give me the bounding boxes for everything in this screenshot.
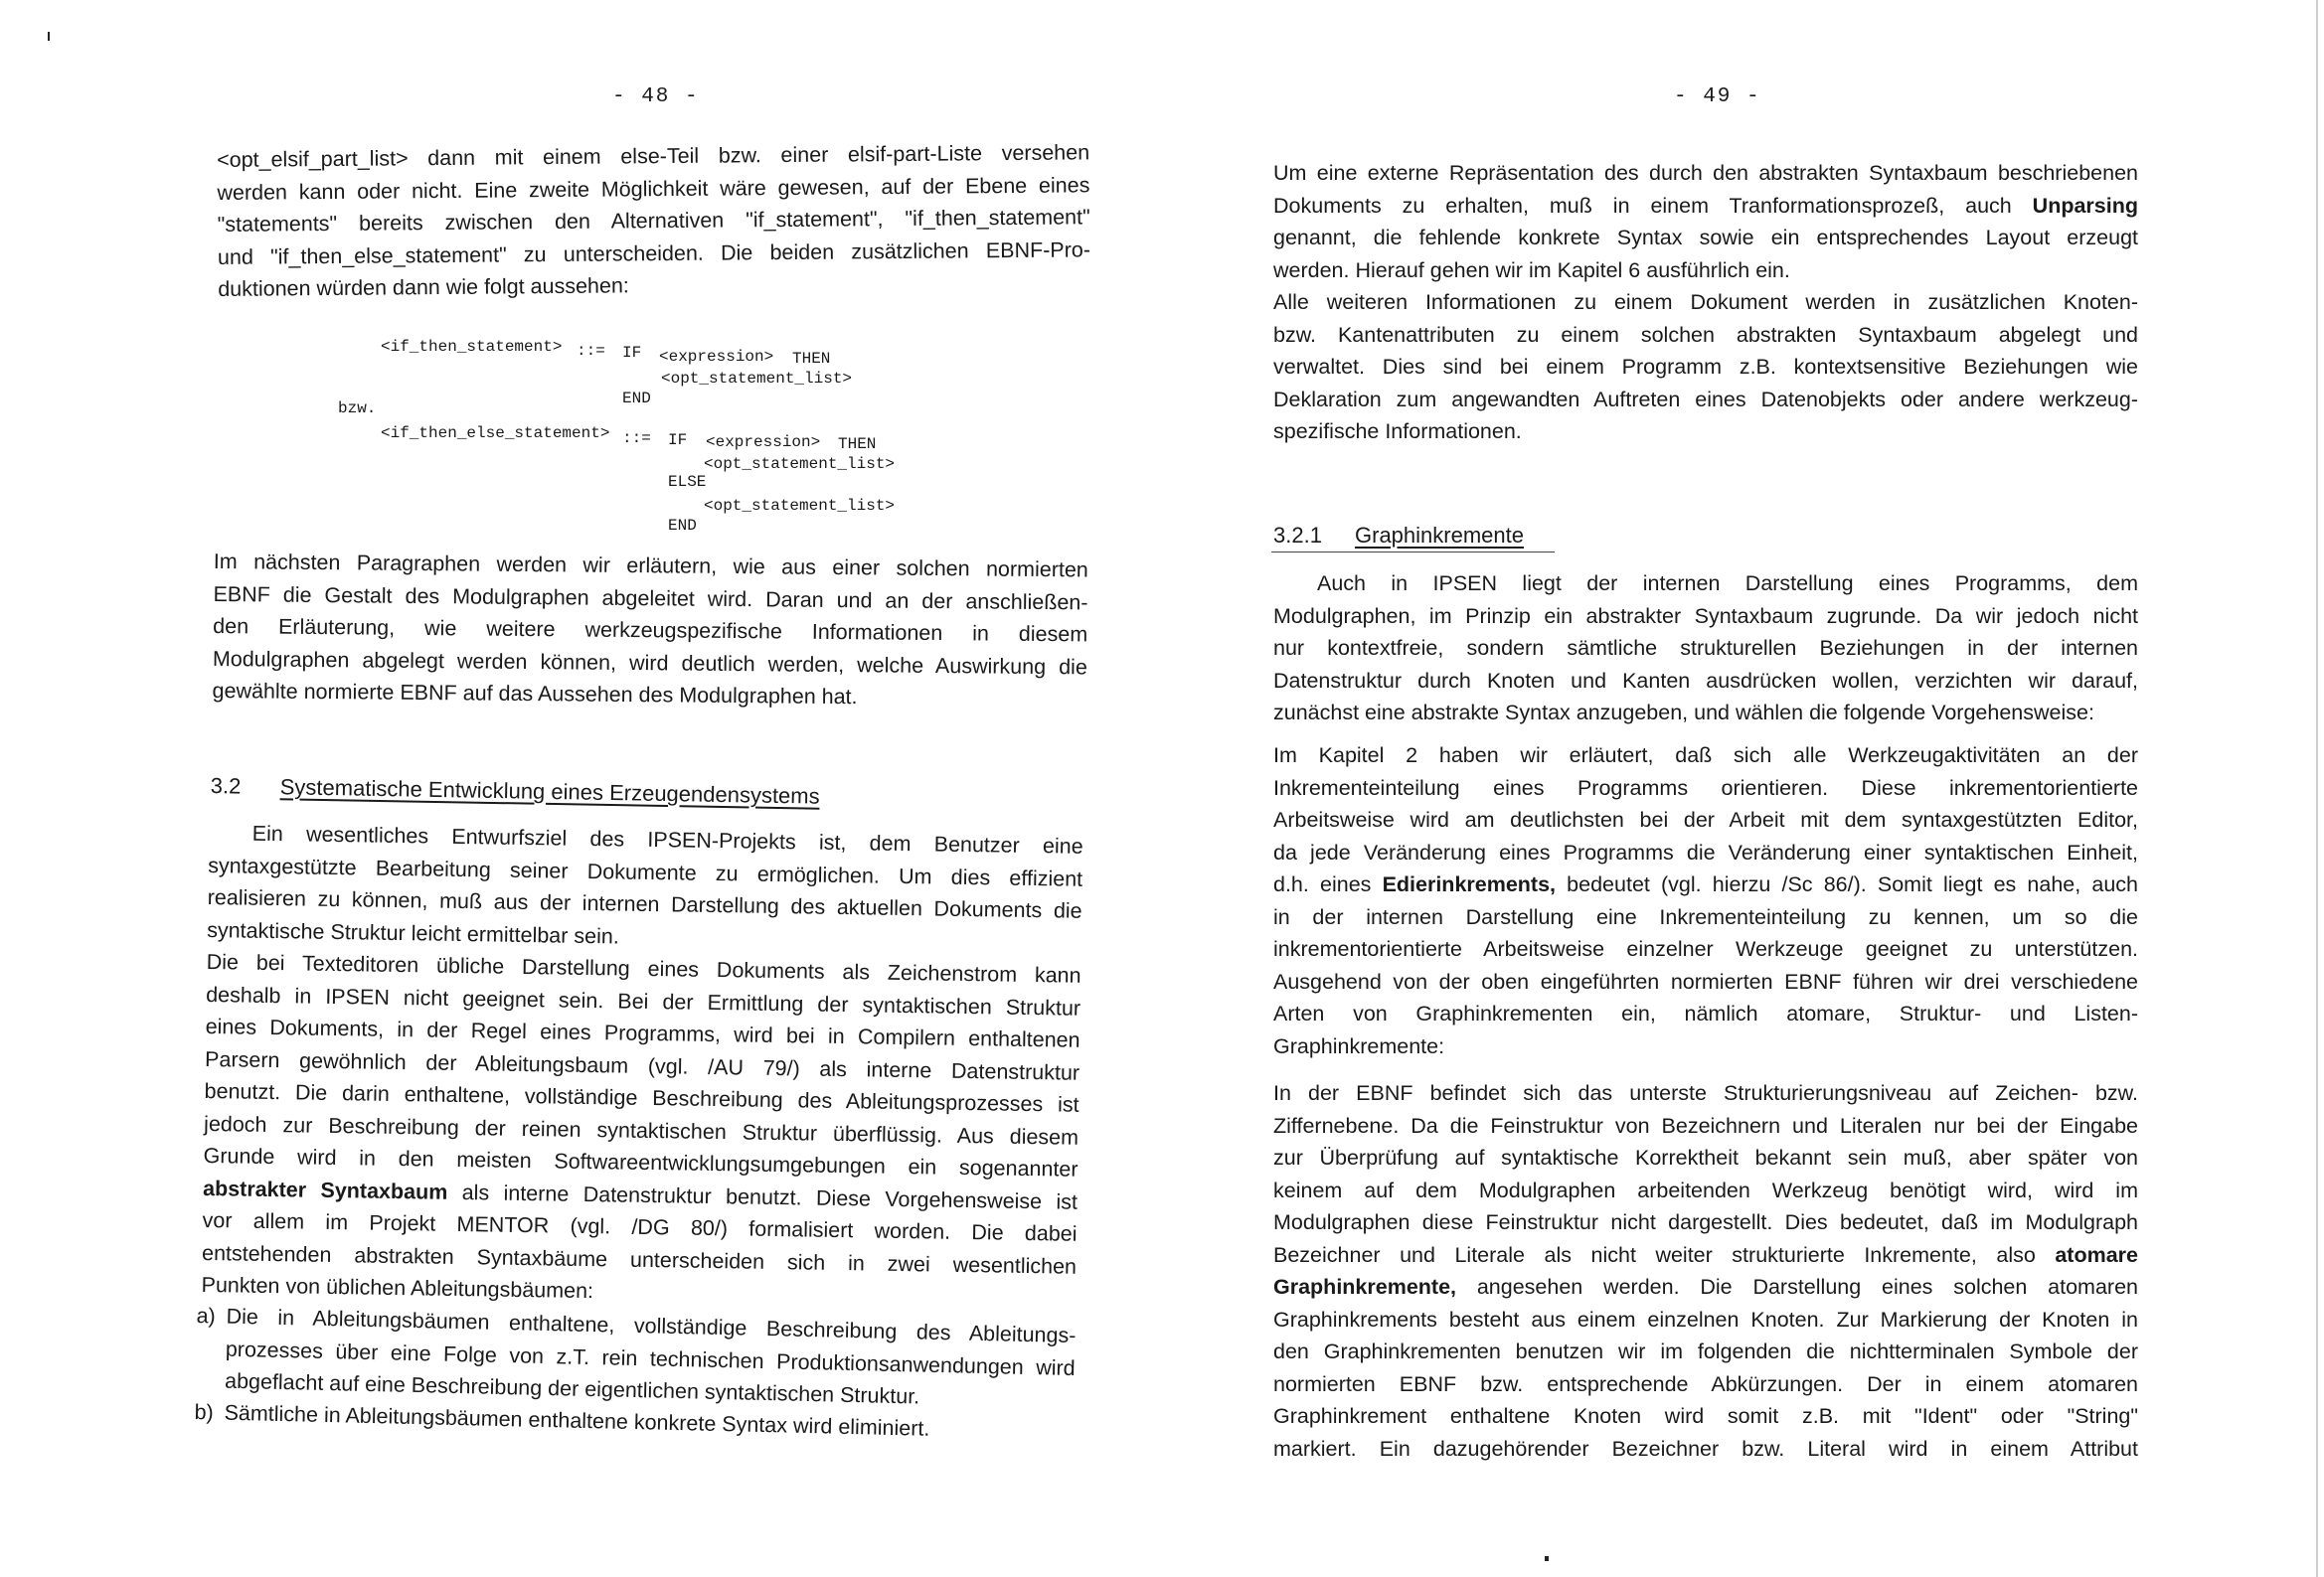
- bold-term: Unparsing: [2032, 193, 2138, 218]
- page-number: - 49 -: [1674, 85, 1761, 108]
- text-line: in der internen Darstellung eine Inkrementeinteilung zu kennen, um so die: [1273, 904, 2138, 929]
- text-line: Graphinkremente, angesehen werden. Die Darstellung eines solchen atomaren: [1273, 1275, 2138, 1299]
- paragraph: [1273, 157, 2138, 448]
- paragraph: [1273, 739, 2138, 1062]
- text-line: benutzt. Die darin enthaltene, vollständige Beschreibung des Ableitungsprozesses ist: [204, 1078, 1079, 1117]
- text-line: genannt, die fehlende konkrete Syntax sowie ein entsprechendes Layout erzeugt: [1273, 226, 2138, 249]
- text-line: inkrementorientierte Arbeitsweise einzelner Werkzeuge geeignet zu unterstützen.: [1273, 937, 2138, 961]
- text-line: Deklaration zum angewandten Auftreten eines Datenobjekts oder andere werkzeug-: [1273, 387, 2138, 411]
- text-line: syntaxgestützte Bearbeitung seiner Dokumente zu ermöglichen. Um dies effizient: [208, 853, 1083, 891]
- text-line: Auch in IPSEN liegt der internen Darstellung eines Programms, dem: [1317, 571, 2138, 595]
- section-title: Systematische Entwicklung eines Erzeugendensystems: [279, 774, 820, 809]
- text-line: In der EBNF befindet sich das unterste Strukturierungsniveau auf Zeichen- bzw.: [1273, 1081, 2138, 1105]
- code-token: THEN: [838, 435, 877, 453]
- code-token: ::=: [577, 342, 605, 360]
- page-edge-line: [2316, 0, 2318, 1577]
- bold-term: Graphinkremente,: [1273, 1275, 1456, 1299]
- text-line: Datenstruktur durch Knoten und Kanten ausdrücken wollen, verzichten wir darauf,: [1273, 668, 2138, 693]
- text-line: Im nächsten Paragraphen werden wir erläutern, wie aus einer solchen normierten: [213, 549, 1088, 582]
- code-token: THEN: [792, 350, 831, 368]
- paragraph: [212, 546, 1088, 715]
- scan-speck: [48, 32, 50, 41]
- right-page: [1162, 0, 2324, 1577]
- text-line: Ein wesentliches Entwurfsziel des IPSEN-Projekts ist, dem Benutzer eine: [251, 821, 1083, 859]
- text-line: Sämtliche in Ableitungsbäumen enthaltene konkrete Syntax wird eliminiert.: [224, 1400, 930, 1441]
- text-line: Ziffernebene. Da die Feinstruktur von Bezeichnern und Literalen nur bei der Eingabe: [1273, 1113, 2138, 1138]
- text-line: zunächst eine abstrakte Syntax anzugeben, und wählen die folgende Vorgehensweise:: [1273, 701, 2094, 724]
- bold-term: Edierinkrements,: [1382, 872, 1557, 896]
- text-line: zur Überprüfung auf syntaktische Korrektheit bekannt sein muß, aber später von: [1273, 1146, 2138, 1170]
- text-line: "statements" bereits zwischen den Alternativen "if_statement", "if_then_statement": [217, 205, 1090, 237]
- code-token: ::=: [622, 429, 651, 447]
- text-line: realisieren zu können, muß aus der internen Darstellung des aktuellen Dokuments die: [207, 884, 1082, 923]
- text-line: da jede Veränderung eines Programms die Veränderung einer syntaktischen Einheit,: [1273, 840, 2138, 865]
- paragraph: [201, 817, 1083, 1315]
- text-line: den Erläuterung, wie weitere werkzeugspezifische Informationen in diesem: [213, 613, 1088, 647]
- text-line: Modulgraphen, im Prinzip ein abstrakter Syntaxbaum zugrunde. Da wir jedoch nicht: [1273, 603, 2138, 628]
- text-line: keinem auf dem Modulgraphen arbeitenden Werkzeug benötigt wird, wird im: [1273, 1178, 2138, 1202]
- text-line: nur kontextfreie, sondern sämtliche strukturellen Beziehungen in der internen: [1273, 636, 2138, 660]
- code-token: ELSE: [668, 473, 707, 491]
- text-line: Parsern gewöhnlich der Ableitungsbaum (vgl. /AU 79/) als interne Datenstruktur: [204, 1046, 1080, 1085]
- text-line: Im Kapitel 2 haben wir erläutert, daß sich alle Werkzeugaktivitäten an der: [1273, 743, 2138, 767]
- text-line: duktionen würden dann wie folgt aussehen:: [218, 273, 629, 301]
- text-line: Um eine externe Repräsentation des durch den abstrakten Syntaxbaum beschriebenen: [1273, 161, 2138, 185]
- text-line: <opt_elsif_part_list> dann mit einem else-Teil bzw. einer elsif-part-Liste versehen: [217, 140, 1090, 172]
- code-token: <opt_statement_list>: [704, 497, 896, 515]
- text-line: Die bei Texteditoren übliche Darstellung eines Dokuments als Zeichenstrom kann: [206, 949, 1081, 988]
- list-label: a): [196, 1303, 217, 1329]
- intro-paragraph: [217, 136, 1090, 305]
- text-line: d.h. eines Edierinkrements, bedeutet (vgl. hierzu /Sc 86/). Somit liegt es nahe, auch: [1273, 872, 2138, 896]
- text-line: Ausgehend von der oben eingeführten normierten EBNF führen wir drei verschiedene: [1273, 969, 2138, 994]
- text-line: gewählte normierte EBNF auf das Aussehen des Modulgraphen hat.: [212, 678, 858, 710]
- section-heading: [1273, 523, 1524, 549]
- text-line: Inkrementeinteilung eines Programms orientieren. Diese inkrementorientierte: [1273, 775, 2138, 800]
- text-line: syntaktische Struktur leicht ermittelbar sein.: [207, 917, 619, 948]
- text-line: prozesses über eine Folge von z.T. rein technischen Produktionsanwendungen wird: [225, 1337, 1076, 1380]
- bold-term: abstrakter Syntaxbaum: [202, 1176, 448, 1204]
- text-line: jedoch zur Beschreibung der reinen syntaktischen Struktur überflüssig. Aus diesem: [203, 1111, 1079, 1150]
- text-line: werden. Hierauf gehen wir im Kapitel 6 ausführlich ein.: [1273, 257, 1790, 282]
- text-line: normierten EBNF bzw. entsprechende Abkürzungen. Der in einem atomaren: [1273, 1371, 2138, 1396]
- text-line: abstrakter Syntaxbaum als interne Datenstruktur benutzt. Diese Vorgehensweise ist: [202, 1176, 1079, 1214]
- section-number: 3.2: [210, 773, 242, 799]
- text-line: spezifische Informationen.: [1273, 419, 1522, 443]
- scan-speck: [1545, 1556, 1549, 1561]
- code-token: IF: [622, 344, 642, 362]
- paragraph: [1273, 567, 2138, 729]
- bold-term: atomare: [2055, 1242, 2138, 1267]
- text-line: entstehenden abstrakten Syntaxbäume unterscheiden sich in zwei wesentlichen: [201, 1240, 1078, 1279]
- section-title: Graphinkremente: [1355, 523, 1524, 548]
- text-line: Graphinkrements besteht aus einem einzelnen Knoten. Zur Markierung der Knoten in: [1273, 1307, 2138, 1332]
- text-line: EBNF die Gestalt des Modulgraphen abgeleitet wird. Daran und an der anschließen-: [213, 581, 1088, 614]
- code-token: bzw.: [338, 399, 377, 417]
- code-token: IF: [668, 431, 688, 449]
- text-line: Alle weiteren Informationen zu einem Dokument werden in zusätzlichen Knoten-: [1273, 290, 2138, 314]
- text-line: Dokuments zu erhalten, muß in einem Tranformationsprozeß, auch Unparsing: [1273, 193, 2138, 218]
- code-token: <opt_statement_list>: [661, 370, 853, 388]
- code-token: <opt_statement_list>: [704, 455, 896, 473]
- text-line: Punkten von üblichen Ableitungsbäumen:: [201, 1272, 594, 1304]
- code-token: END: [668, 517, 697, 535]
- text-line: Graphinkremente:: [1273, 1033, 1445, 1058]
- section-heading: [211, 773, 820, 810]
- code-token: <if_then_statement>: [381, 338, 563, 356]
- section-number: 3.2.1: [1273, 523, 1322, 548]
- text-line: Die in Ableitungsbäumen enthaltene, vollständige Beschreibung des Ableitungs-: [226, 1304, 1077, 1348]
- paragraph: [1273, 1077, 2138, 1465]
- text-line: Arbeitsweise wird am deutlichsten bei der Arbeit mit dem syntaxgestützten Editor,: [1273, 808, 2138, 832]
- text-line: eines Dokuments, in der Regel eines Programms, wird bei in Compilern enthaltenen: [205, 1014, 1080, 1052]
- code-token: <if_then_else_statement>: [381, 424, 610, 442]
- code-token: END: [622, 390, 651, 407]
- text-line: Grunde wird in den meisten Softwareentwicklungsumgebungen ein sogenannter: [203, 1143, 1079, 1182]
- text-line: markiert. Ein dazugehörender Bezeichner bzw. Literal wird in einem Attribut: [1273, 1436, 2138, 1461]
- list-label: b): [194, 1399, 215, 1425]
- page-number: - 48 -: [612, 85, 700, 108]
- text-line: den Graphinkrementen benutzen wir im folgenden die nichtterminalen Symbole der: [1273, 1340, 2138, 1363]
- text-line: Bezeichner und Literale als nicht weiter strukturierte Inkremente, also atomare: [1273, 1242, 2138, 1267]
- text-line: deshalb in IPSEN nicht geeignet sein. Bei der Ermittlung der syntaktischen Struktur: [206, 982, 1081, 1021]
- text-line: verwaltet. Dies sind bei einem Programm z.B. kontextsensitive Beziehungen wie: [1273, 355, 2138, 379]
- text-line: Arten von Graphinkrementen ein, nämlich atomare, Struktur- und Listen-: [1273, 1002, 2138, 1025]
- text-line: Graphinkrement enthaltene Knoten wird somit z.B. mit "Ident" oder "String": [1273, 1404, 2138, 1428]
- text-line: Modulgraphen abgelegt werden können, wird deutlich werden, welche Auswirkung die: [212, 646, 1087, 679]
- text-line: Modulgraphen diese Feinstruktur nicht dargestellt. Dies bedeutet, daß im Modulgraph: [1273, 1210, 2138, 1234]
- code-token: <expression>: [706, 433, 821, 451]
- code-token: <expression>: [659, 348, 774, 366]
- text-line: vor allem im Projekt MENTOR (vgl. /DG 80/) formalisiert worden. Die dabei: [202, 1207, 1078, 1246]
- text-line: und "if_then_else_statement" zu unterscheiden. Die beiden zusätzlichen EBNF-Pro-: [217, 237, 1091, 269]
- text-line: werden kann oder nicht. Eine zweite Möglichkeit wäre gewesen, auf der Ebene eines: [217, 172, 1090, 205]
- text-line: abgeflacht auf eine Beschreibung der eigentlichen syntaktischen Struktur.: [224, 1368, 920, 1409]
- text-line: bzw. Kantenattributen zu einem solchen abstrakten Syntaxbaum abgelegt und: [1273, 322, 2138, 347]
